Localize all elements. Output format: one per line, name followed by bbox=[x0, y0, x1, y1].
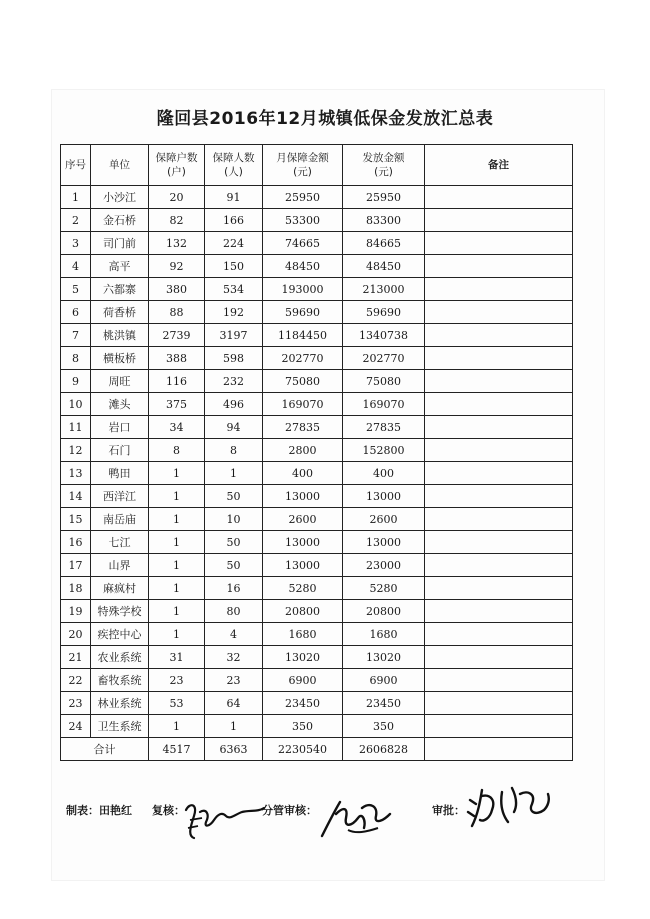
cell-paid-amount: 13000 bbox=[343, 485, 425, 508]
cell-monthly-amount: 23450 bbox=[263, 692, 343, 715]
cell-monthly-amount: 27835 bbox=[263, 416, 343, 439]
cell-monthly-amount: 74665 bbox=[263, 232, 343, 255]
table-row bbox=[61, 278, 573, 301]
cell-monthly-amount: 400 bbox=[263, 462, 343, 485]
cell-remark bbox=[425, 186, 573, 209]
table-row bbox=[61, 623, 573, 646]
cell-unit: 七江 bbox=[91, 531, 149, 554]
cell-unit: 畜牧系统 bbox=[91, 669, 149, 692]
table-row bbox=[61, 255, 573, 278]
table-row bbox=[61, 554, 573, 577]
cell-persons: 192 bbox=[205, 301, 263, 324]
table-row bbox=[61, 209, 573, 232]
cell-remark bbox=[425, 370, 573, 393]
cell-households: 1 bbox=[149, 531, 205, 554]
cell-paid-amount: 23000 bbox=[343, 554, 425, 577]
cell-paid-amount: 59690 bbox=[343, 301, 425, 324]
cell-no: 4 bbox=[61, 255, 91, 278]
cell-no: 16 bbox=[61, 531, 91, 554]
cell-no: 10 bbox=[61, 393, 91, 416]
table-row bbox=[61, 646, 573, 669]
cell-households: 1 bbox=[149, 485, 205, 508]
cell-persons: 91 bbox=[205, 186, 263, 209]
cell-no: 15 bbox=[61, 508, 91, 531]
cell-no: 12 bbox=[61, 439, 91, 462]
cell-paid-amount: 1680 bbox=[343, 623, 425, 646]
cell-unit: 岩口 bbox=[91, 416, 149, 439]
cell-persons: 3197 bbox=[205, 324, 263, 347]
cell-persons: 1 bbox=[205, 462, 263, 485]
cell-remark bbox=[425, 715, 573, 738]
cell-monthly-amount: 5280 bbox=[263, 577, 343, 600]
cell-unit: 西洋江 bbox=[91, 485, 149, 508]
footer-approved-by: 审批： bbox=[432, 804, 465, 817]
cell-households: 23 bbox=[149, 669, 205, 692]
approver-signature bbox=[462, 782, 554, 834]
cell-no: 17 bbox=[61, 554, 91, 577]
header-monthly-amount: 月保障金额 (元) bbox=[263, 145, 343, 186]
cell-remark bbox=[425, 439, 573, 462]
cell-no: 20 bbox=[61, 623, 91, 646]
table-row bbox=[61, 347, 573, 370]
cell-monthly-amount: 1680 bbox=[263, 623, 343, 646]
cell-households: 1 bbox=[149, 715, 205, 738]
cell-paid-amount: 152800 bbox=[343, 439, 425, 462]
cell-no: 18 bbox=[61, 577, 91, 600]
cell-remark bbox=[425, 393, 573, 416]
cell-persons: 534 bbox=[205, 278, 263, 301]
cell-remark bbox=[425, 347, 573, 370]
cell-no: 8 bbox=[61, 347, 91, 370]
cell-no: 3 bbox=[61, 232, 91, 255]
cell-no: 1 bbox=[61, 186, 91, 209]
cell-monthly-amount: 13000 bbox=[263, 531, 343, 554]
total-persons: 6363 bbox=[205, 738, 263, 761]
total-households: 4517 bbox=[149, 738, 205, 761]
cell-households: 116 bbox=[149, 370, 205, 393]
header-remark: 备注 bbox=[425, 145, 573, 186]
cell-paid-amount: 350 bbox=[343, 715, 425, 738]
cell-monthly-amount: 1184450 bbox=[263, 324, 343, 347]
cell-unit: 麻疯村 bbox=[91, 577, 149, 600]
table-row bbox=[61, 393, 573, 416]
supervisor-signature bbox=[318, 794, 398, 844]
table-row bbox=[61, 531, 573, 554]
cell-unit: 六都寨 bbox=[91, 278, 149, 301]
cell-monthly-amount: 20800 bbox=[263, 600, 343, 623]
cell-no: 19 bbox=[61, 600, 91, 623]
table-row bbox=[61, 692, 573, 715]
cell-monthly-amount: 2800 bbox=[263, 439, 343, 462]
cell-persons: 50 bbox=[205, 531, 263, 554]
cell-monthly-amount: 59690 bbox=[263, 301, 343, 324]
cell-remark bbox=[425, 623, 573, 646]
cell-paid-amount: 48450 bbox=[343, 255, 425, 278]
cell-households: 92 bbox=[149, 255, 205, 278]
cell-remark bbox=[425, 232, 573, 255]
cell-no: 9 bbox=[61, 370, 91, 393]
cell-monthly-amount: 2600 bbox=[263, 508, 343, 531]
cell-remark bbox=[425, 301, 573, 324]
cell-households: 1 bbox=[149, 554, 205, 577]
cell-remark bbox=[425, 692, 573, 715]
cell-households: 1 bbox=[149, 577, 205, 600]
cell-no: 11 bbox=[61, 416, 91, 439]
cell-unit: 高平 bbox=[91, 255, 149, 278]
cell-paid-amount: 213000 bbox=[343, 278, 425, 301]
cell-unit: 金石桥 bbox=[91, 209, 149, 232]
total-row bbox=[61, 738, 573, 761]
cell-remark bbox=[425, 278, 573, 301]
table-row bbox=[61, 186, 573, 209]
summary-table bbox=[60, 144, 573, 761]
table-row bbox=[61, 462, 573, 485]
cell-remark bbox=[425, 531, 573, 554]
cell-persons: 50 bbox=[205, 485, 263, 508]
cell-unit: 周旺 bbox=[91, 370, 149, 393]
cell-households: 1 bbox=[149, 462, 205, 485]
cell-remark bbox=[425, 577, 573, 600]
cell-persons: 8 bbox=[205, 439, 263, 462]
table-row bbox=[61, 577, 573, 600]
cell-unit: 南岳庙 bbox=[91, 508, 149, 531]
cell-households: 53 bbox=[149, 692, 205, 715]
header-no: 序号 bbox=[61, 145, 91, 186]
cell-no: 5 bbox=[61, 278, 91, 301]
footer-reviewed-by: 复核： bbox=[152, 804, 185, 817]
cell-unit: 荷香桥 bbox=[91, 301, 149, 324]
cell-remark bbox=[425, 209, 573, 232]
cell-households: 31 bbox=[149, 646, 205, 669]
cell-persons: 1 bbox=[205, 715, 263, 738]
cell-paid-amount: 27835 bbox=[343, 416, 425, 439]
cell-monthly-amount: 193000 bbox=[263, 278, 343, 301]
cell-persons: 166 bbox=[205, 209, 263, 232]
cell-persons: 496 bbox=[205, 393, 263, 416]
table-row bbox=[61, 439, 573, 462]
cell-no: 23 bbox=[61, 692, 91, 715]
cell-unit: 横板桥 bbox=[91, 347, 149, 370]
cell-persons: 64 bbox=[205, 692, 263, 715]
cell-unit: 山界 bbox=[91, 554, 149, 577]
cell-unit: 特殊学校 bbox=[91, 600, 149, 623]
cell-households: 132 bbox=[149, 232, 205, 255]
header-persons: 保障人数 (人) bbox=[205, 145, 263, 186]
cell-persons: 232 bbox=[205, 370, 263, 393]
total-paid-amount: 2606828 bbox=[343, 738, 425, 761]
cell-paid-amount: 23450 bbox=[343, 692, 425, 715]
cell-unit: 卫生系统 bbox=[91, 715, 149, 738]
cell-persons: 150 bbox=[205, 255, 263, 278]
reviewer-signature bbox=[180, 798, 270, 844]
cell-paid-amount: 20800 bbox=[343, 600, 425, 623]
cell-monthly-amount: 48450 bbox=[263, 255, 343, 278]
cell-unit: 林业系统 bbox=[91, 692, 149, 715]
table-row bbox=[61, 324, 573, 347]
cell-remark bbox=[425, 255, 573, 278]
cell-paid-amount: 84665 bbox=[343, 232, 425, 255]
table-row bbox=[61, 600, 573, 623]
cell-no: 21 bbox=[61, 646, 91, 669]
cell-households: 34 bbox=[149, 416, 205, 439]
cell-remark bbox=[425, 416, 573, 439]
cell-paid-amount: 6900 bbox=[343, 669, 425, 692]
cell-persons: 94 bbox=[205, 416, 263, 439]
cell-households: 1 bbox=[149, 623, 205, 646]
cell-monthly-amount: 75080 bbox=[263, 370, 343, 393]
cell-unit: 滩头 bbox=[91, 393, 149, 416]
cell-households: 1 bbox=[149, 508, 205, 531]
cell-remark bbox=[425, 462, 573, 485]
cell-monthly-amount: 13020 bbox=[263, 646, 343, 669]
header-unit: 单位 bbox=[91, 145, 149, 186]
cell-remark bbox=[425, 485, 573, 508]
cell-unit: 小沙江 bbox=[91, 186, 149, 209]
cell-monthly-amount: 53300 bbox=[263, 209, 343, 232]
cell-no: 22 bbox=[61, 669, 91, 692]
cell-paid-amount: 13000 bbox=[343, 531, 425, 554]
cell-remark bbox=[425, 508, 573, 531]
total-label: 合计 bbox=[61, 738, 149, 761]
header-households: 保障户数 (户) bbox=[149, 145, 205, 186]
cell-no: 24 bbox=[61, 715, 91, 738]
cell-monthly-amount: 350 bbox=[263, 715, 343, 738]
table-row bbox=[61, 669, 573, 692]
cell-monthly-amount: 25950 bbox=[263, 186, 343, 209]
cell-unit: 桃洪镇 bbox=[91, 324, 149, 347]
cell-unit: 石门 bbox=[91, 439, 149, 462]
cell-remark bbox=[425, 600, 573, 623]
cell-remark bbox=[425, 669, 573, 692]
cell-monthly-amount: 13000 bbox=[263, 485, 343, 508]
table-row bbox=[61, 416, 573, 439]
table-row bbox=[61, 485, 573, 508]
cell-paid-amount: 169070 bbox=[343, 393, 425, 416]
cell-paid-amount: 25950 bbox=[343, 186, 425, 209]
cell-unit: 鸭田 bbox=[91, 462, 149, 485]
footer-supervisor-review: 分管审核： bbox=[262, 804, 317, 817]
footer-prepared-by: 制表：田艳红 bbox=[66, 804, 132, 817]
cell-persons: 50 bbox=[205, 554, 263, 577]
cell-households: 1 bbox=[149, 600, 205, 623]
cell-persons: 224 bbox=[205, 232, 263, 255]
cell-persons: 32 bbox=[205, 646, 263, 669]
cell-paid-amount: 202770 bbox=[343, 347, 425, 370]
cell-households: 8 bbox=[149, 439, 205, 462]
cell-unit: 农业系统 bbox=[91, 646, 149, 669]
cell-monthly-amount: 169070 bbox=[263, 393, 343, 416]
table-row bbox=[61, 232, 573, 255]
cell-households: 2739 bbox=[149, 324, 205, 347]
cell-households: 82 bbox=[149, 209, 205, 232]
table-header-row bbox=[61, 145, 573, 186]
cell-persons: 10 bbox=[205, 508, 263, 531]
cell-monthly-amount: 13000 bbox=[263, 554, 343, 577]
document-title: 隆回县2016年12月城镇低保金发放汇总表 bbox=[156, 109, 494, 129]
cell-persons: 16 bbox=[205, 577, 263, 600]
cell-unit: 疾控中心 bbox=[91, 623, 149, 646]
cell-no: 14 bbox=[61, 485, 91, 508]
cell-households: 20 bbox=[149, 186, 205, 209]
cell-unit: 司门前 bbox=[91, 232, 149, 255]
cell-no: 6 bbox=[61, 301, 91, 324]
cell-paid-amount: 5280 bbox=[343, 577, 425, 600]
cell-households: 375 bbox=[149, 393, 205, 416]
table-row bbox=[61, 508, 573, 531]
cell-paid-amount: 83300 bbox=[343, 209, 425, 232]
cell-paid-amount: 400 bbox=[343, 462, 425, 485]
total-remark bbox=[425, 738, 573, 761]
cell-paid-amount: 1340738 bbox=[343, 324, 425, 347]
cell-paid-amount: 2600 bbox=[343, 508, 425, 531]
cell-monthly-amount: 202770 bbox=[263, 347, 343, 370]
table-body bbox=[61, 186, 573, 738]
cell-households: 388 bbox=[149, 347, 205, 370]
table-row bbox=[61, 715, 573, 738]
cell-remark bbox=[425, 554, 573, 577]
cell-households: 380 bbox=[149, 278, 205, 301]
cell-no: 2 bbox=[61, 209, 91, 232]
cell-persons: 23 bbox=[205, 669, 263, 692]
cell-no: 7 bbox=[61, 324, 91, 347]
cell-no: 13 bbox=[61, 462, 91, 485]
cell-remark bbox=[425, 646, 573, 669]
cell-monthly-amount: 6900 bbox=[263, 669, 343, 692]
cell-paid-amount: 75080 bbox=[343, 370, 425, 393]
total-monthly-amount: 2230540 bbox=[263, 738, 343, 761]
cell-persons: 80 bbox=[205, 600, 263, 623]
cell-remark bbox=[425, 324, 573, 347]
cell-persons: 598 bbox=[205, 347, 263, 370]
table-row bbox=[61, 301, 573, 324]
table-row bbox=[61, 370, 573, 393]
cell-persons: 4 bbox=[205, 623, 263, 646]
header-paid-amount: 发放金额 (元) bbox=[343, 145, 425, 186]
cell-households: 88 bbox=[149, 301, 205, 324]
cell-paid-amount: 13020 bbox=[343, 646, 425, 669]
